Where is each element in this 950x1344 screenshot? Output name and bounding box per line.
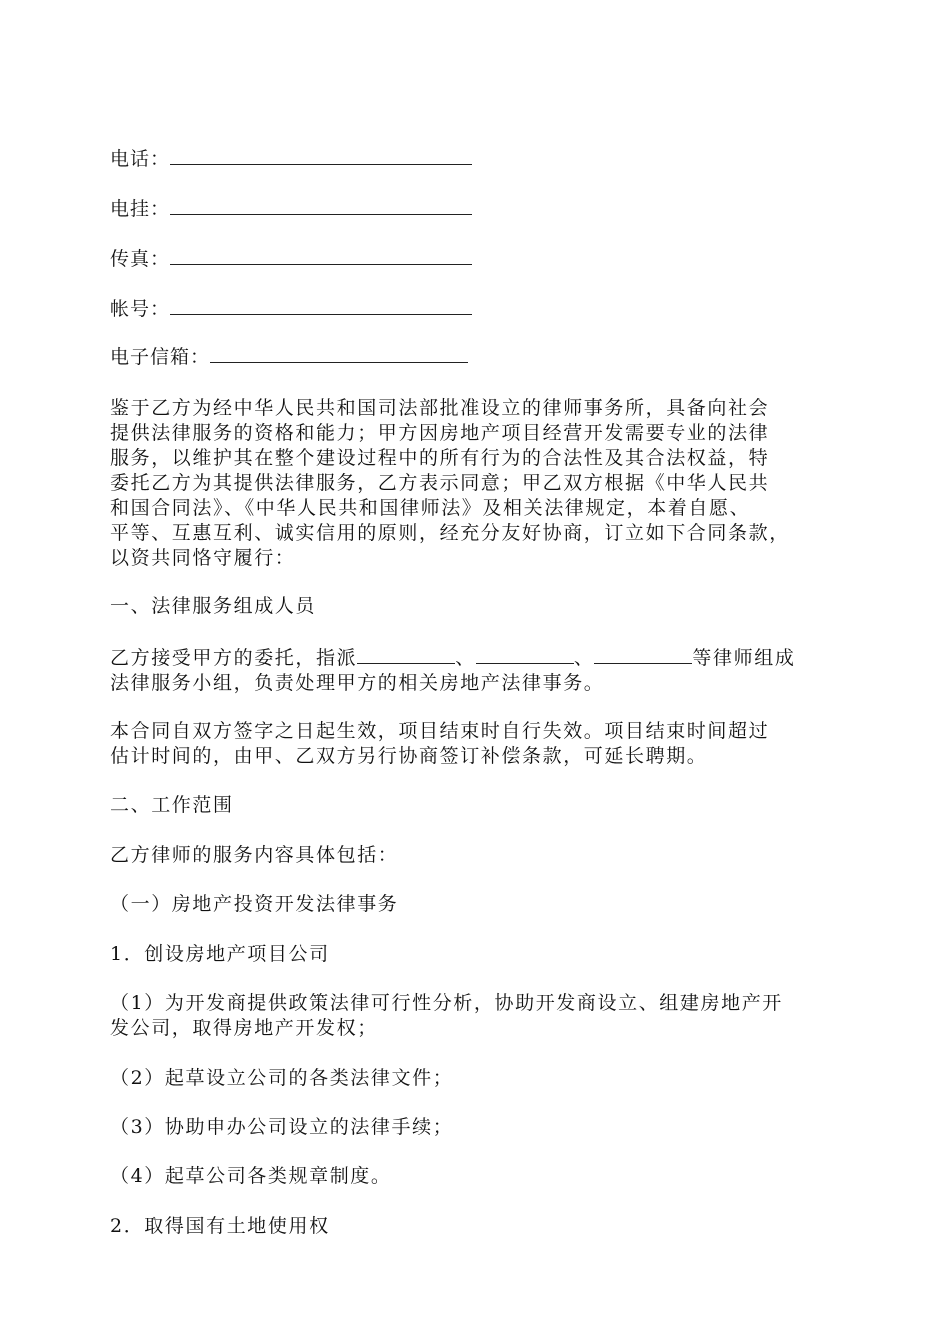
intro-paragraph [110,396,850,571]
section1-heading-text: 一、法律服务组成人员 [110,595,317,617]
lawyer-blank-3 [594,645,692,664]
phone-field [110,146,472,171]
phone-blank [170,146,472,165]
intro-line: 鉴于乙方为经中华人民共和国司法部批准设立的律师事务所，具备向社会 [110,397,770,419]
intro-line: 提供法律服务的资格和能力；甲方因房地产项目经营开发需要专业的法律 [110,422,770,444]
fax-label: 传真： [110,248,171,270]
section2-heading-text: 二、工作范围 [110,794,234,816]
assign-sep2: 、 [573,647,595,669]
item1-4 [110,1164,850,1189]
term-line1: 本合同自双方签字之日起生效，项目结束时自行失效。项目结束时间超过 [110,720,770,742]
intro-line: 和国合同法》、《中华人民共和国律师法》及相关法律规定，本着自愿、 [110,497,751,519]
assign-prefix: 乙方接受甲方的委托，指派 [110,647,358,669]
term-line2: 估计时间的，由甲、乙双方另行协商签订补偿条款，可延长聘期。 [110,745,708,767]
assignment-line2: 法律服务小组，负责处理甲方的相关房地产法律事务。 [110,672,605,694]
intro-line: 服务，以维护其在整个建设过程中的所有行为的合法性及其合法权益，特 [110,447,770,469]
cable-blank [170,196,472,215]
lawyer-blank-1 [357,645,455,664]
email-label: 电子信箱： [110,346,211,368]
account-blank [170,296,472,315]
account-label: 帐号： [110,298,171,320]
intro-line: 平等、互惠互利、诚实信用的原则，经充分友好协商，订立如下合同条款， [110,522,790,544]
assignment-paragraph [110,645,850,696]
cable-field [110,196,472,221]
item1-4-text: （4）起草公司各类规章制度。 [110,1165,392,1187]
assign-suffix: 等律师组成 [692,647,796,669]
intro-line: 委托乙方为其提供法律服务，乙方表示同意；甲乙双方根据《中华人民共 [110,472,770,494]
assignment-line1 [110,645,850,671]
email-field [110,344,468,369]
item1-3 [110,1115,850,1140]
lawyer-blank-2 [476,645,574,664]
item1-heading-text: 1．创设房地产项目公司 [110,943,330,965]
intro-line: 以资共同恪守履行： [110,547,296,569]
item1-1 [110,991,850,1041]
term-paragraph [110,719,850,769]
scope-intro [110,843,850,868]
cable-label: 电挂： [110,198,171,220]
item2-heading [110,1214,850,1239]
item2-heading-text: 2．取得国有土地使用权 [110,1215,330,1237]
item1-1-line1: （1）为开发商提供政策法律可行性分析，协助开发商设立、组建房地产开 [110,992,783,1014]
fax-field [110,246,472,271]
section1-heading [110,594,850,619]
item1-3-text: （3）协助申办公司设立的法律手续； [110,1116,454,1138]
section2-heading [110,793,850,818]
phone-label: 电话： [110,148,171,170]
item1-1-line2: 发公司，取得房地产开发权； [110,1017,378,1039]
subsection1-heading-text: （一）房地产投资开发法律事务 [110,893,399,915]
scope-intro-text: 乙方律师的服务内容具体包括： [110,844,399,866]
assign-sep1: 、 [455,647,476,669]
email-blank [210,344,468,363]
item1-2-text: （2）起草设立公司的各类法律文件； [110,1067,454,1089]
account-field [110,296,472,321]
item1-heading [110,942,850,967]
fax-blank [170,246,472,265]
item1-2 [110,1066,850,1091]
subsection1-heading [110,892,850,917]
